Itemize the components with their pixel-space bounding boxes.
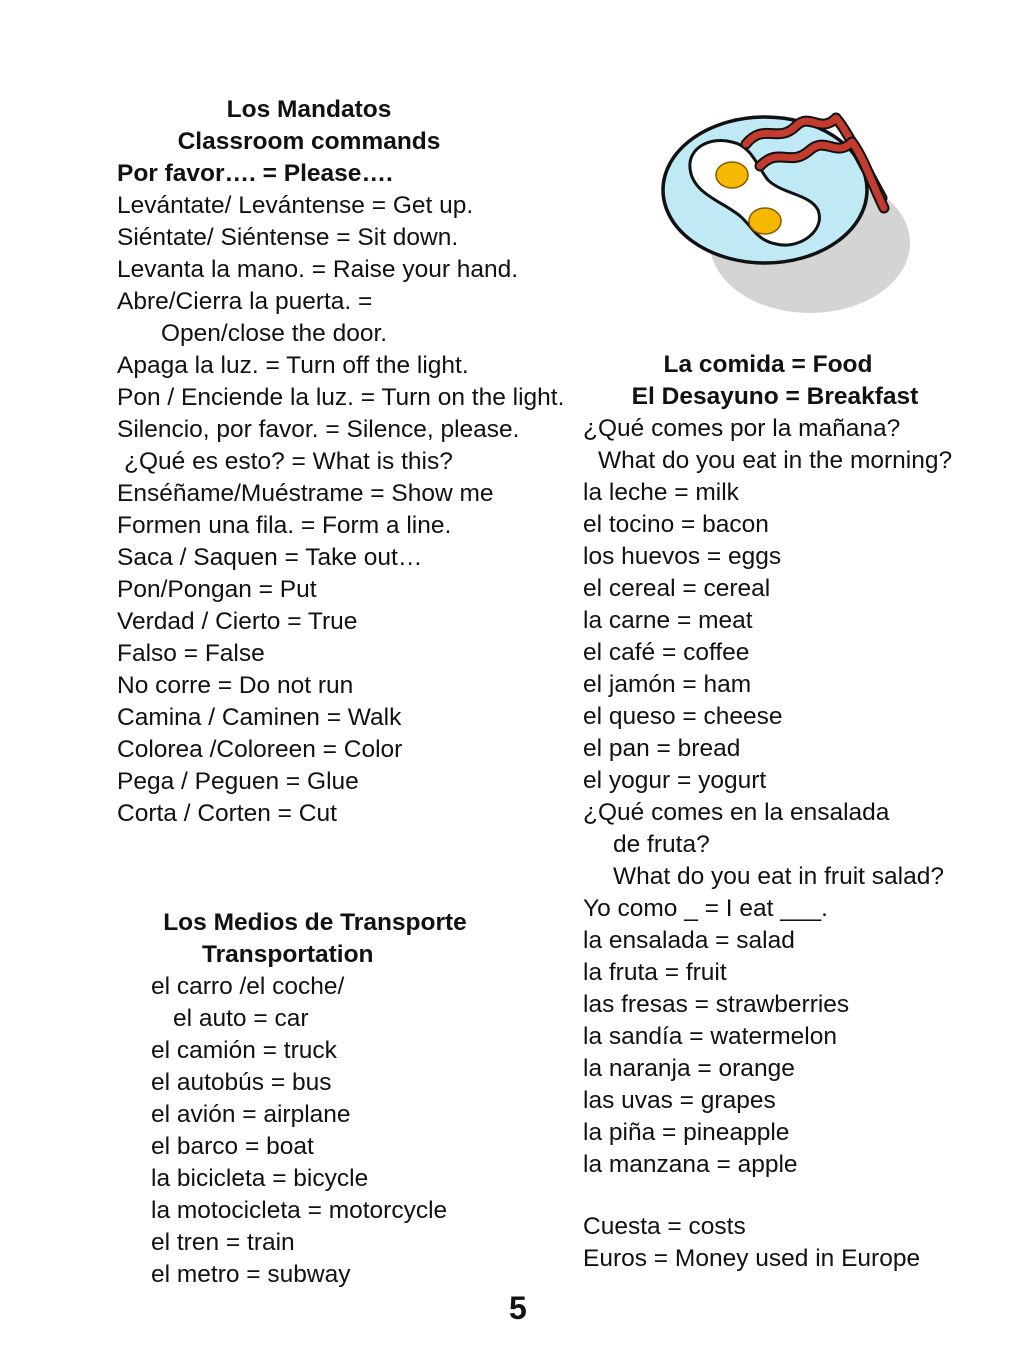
food-line: de fruta? bbox=[613, 831, 710, 858]
food-line: el queso = cheese bbox=[583, 703, 783, 730]
transport-line: el avión = airplane bbox=[151, 1101, 351, 1128]
food-line: What do you eat in fruit salad? bbox=[613, 863, 944, 890]
command-line: Siéntate/ Siéntense = Sit down. bbox=[117, 224, 459, 251]
food-line: la piña = pineapple bbox=[583, 1119, 790, 1146]
food-line: la leche = milk bbox=[583, 479, 739, 506]
food-line: Yo como _ = I eat ___. bbox=[583, 895, 828, 922]
transport-line: el auto = car bbox=[173, 1005, 309, 1032]
food-line: las fresas = strawberries bbox=[583, 991, 850, 1018]
command-line: No corre = Do not run bbox=[117, 672, 354, 699]
page-number: 5 bbox=[509, 1290, 527, 1326]
food-line: los huevos = eggs bbox=[583, 543, 782, 570]
food-line: el tocino = bacon bbox=[583, 511, 769, 538]
transport-line: el metro = subway bbox=[151, 1261, 351, 1288]
transport-line: la motocicleta = motorcycle bbox=[151, 1197, 448, 1224]
command-line: Abre/Cierra la puerta. = bbox=[117, 288, 373, 315]
command-line: ¿Qué es esto? = What is this? bbox=[124, 448, 453, 475]
command-line: Open/close the door. bbox=[161, 320, 388, 347]
transport-line: el autobús = bus bbox=[151, 1069, 332, 1096]
command-line: Silencio, por favor. = Silence, please. bbox=[117, 416, 520, 443]
commands-subtitle: Classroom commands bbox=[177, 128, 441, 155]
command-line: Apaga la luz. = Turn off the light. bbox=[117, 352, 469, 379]
food-line: el café = coffee bbox=[583, 639, 750, 666]
food-subtitle: El Desayuno = Breakfast bbox=[631, 383, 919, 410]
command-line: Verdad / Cierto = True bbox=[117, 608, 358, 635]
food-line: la ensalada = salad bbox=[583, 927, 795, 954]
food-line: Euros = Money used in Europe bbox=[583, 1245, 921, 1272]
breakfast-plate-icon bbox=[660, 98, 920, 320]
food-line: ¿Qué comes por la mañana? bbox=[583, 415, 901, 442]
transport-line: el barco = boat bbox=[151, 1133, 314, 1160]
food-line: las uvas = grapes bbox=[583, 1087, 776, 1114]
food-line: ¿Qué comes en la ensalada bbox=[583, 799, 890, 826]
transport-line: el tren = train bbox=[151, 1229, 295, 1256]
food-line: la naranja = orange bbox=[583, 1055, 795, 1082]
food-line: la fruta = fruit bbox=[583, 959, 727, 986]
egg-yolk-icon bbox=[749, 208, 781, 234]
food-line: la sandía = watermelon bbox=[583, 1023, 837, 1050]
transport-title: Los Medios de Transporte bbox=[163, 909, 467, 936]
egg-yolk-icon bbox=[716, 162, 748, 188]
food-line: el jamón = ham bbox=[583, 671, 752, 698]
command-line: Camina / Caminen = Walk bbox=[117, 704, 402, 731]
food-line: What do you eat in the morning? bbox=[598, 447, 953, 474]
command-line: Formen una fila. = Form a line. bbox=[117, 512, 452, 539]
food-line: Cuesta = costs bbox=[583, 1213, 746, 1240]
transport-line: el carro /el coche/ bbox=[151, 973, 345, 1000]
transport-line: la bicicleta = bicycle bbox=[151, 1165, 369, 1192]
command-line: Saca / Saquen = Take out… bbox=[117, 544, 423, 571]
commands-title: Los Mandatos bbox=[226, 96, 392, 123]
command-line: Pon/Pongan = Put bbox=[117, 576, 317, 603]
command-line: Levanta la mano. = Raise your hand. bbox=[117, 256, 519, 283]
food-line: el yogur = yogurt bbox=[583, 767, 767, 794]
command-line: Pega / Peguen = Glue bbox=[117, 768, 359, 795]
transport-subtitle: Transportation bbox=[202, 941, 374, 968]
command-line: Colorea /Coloreen = Color bbox=[117, 736, 403, 763]
food-line: la manzana = apple bbox=[583, 1151, 798, 1178]
food-title: La comida = Food bbox=[663, 351, 873, 378]
commands-please: Por favor…. = Please…. bbox=[117, 160, 393, 187]
food-line: el cereal = cereal bbox=[583, 575, 771, 602]
command-line: Corta / Corten = Cut bbox=[117, 800, 337, 827]
food-line: el pan = bread bbox=[583, 735, 741, 762]
command-line: Pon / Enciende la luz. = Turn on the light. bbox=[117, 384, 565, 411]
food-line: la carne = meat bbox=[583, 607, 753, 634]
transport-line: el camión = truck bbox=[151, 1037, 337, 1064]
command-line: Levántate/ Levántense = Get up. bbox=[117, 192, 474, 219]
command-line: Enséñame/Muéstrame = Show me bbox=[117, 480, 494, 507]
command-line: Falso = False bbox=[117, 640, 265, 667]
